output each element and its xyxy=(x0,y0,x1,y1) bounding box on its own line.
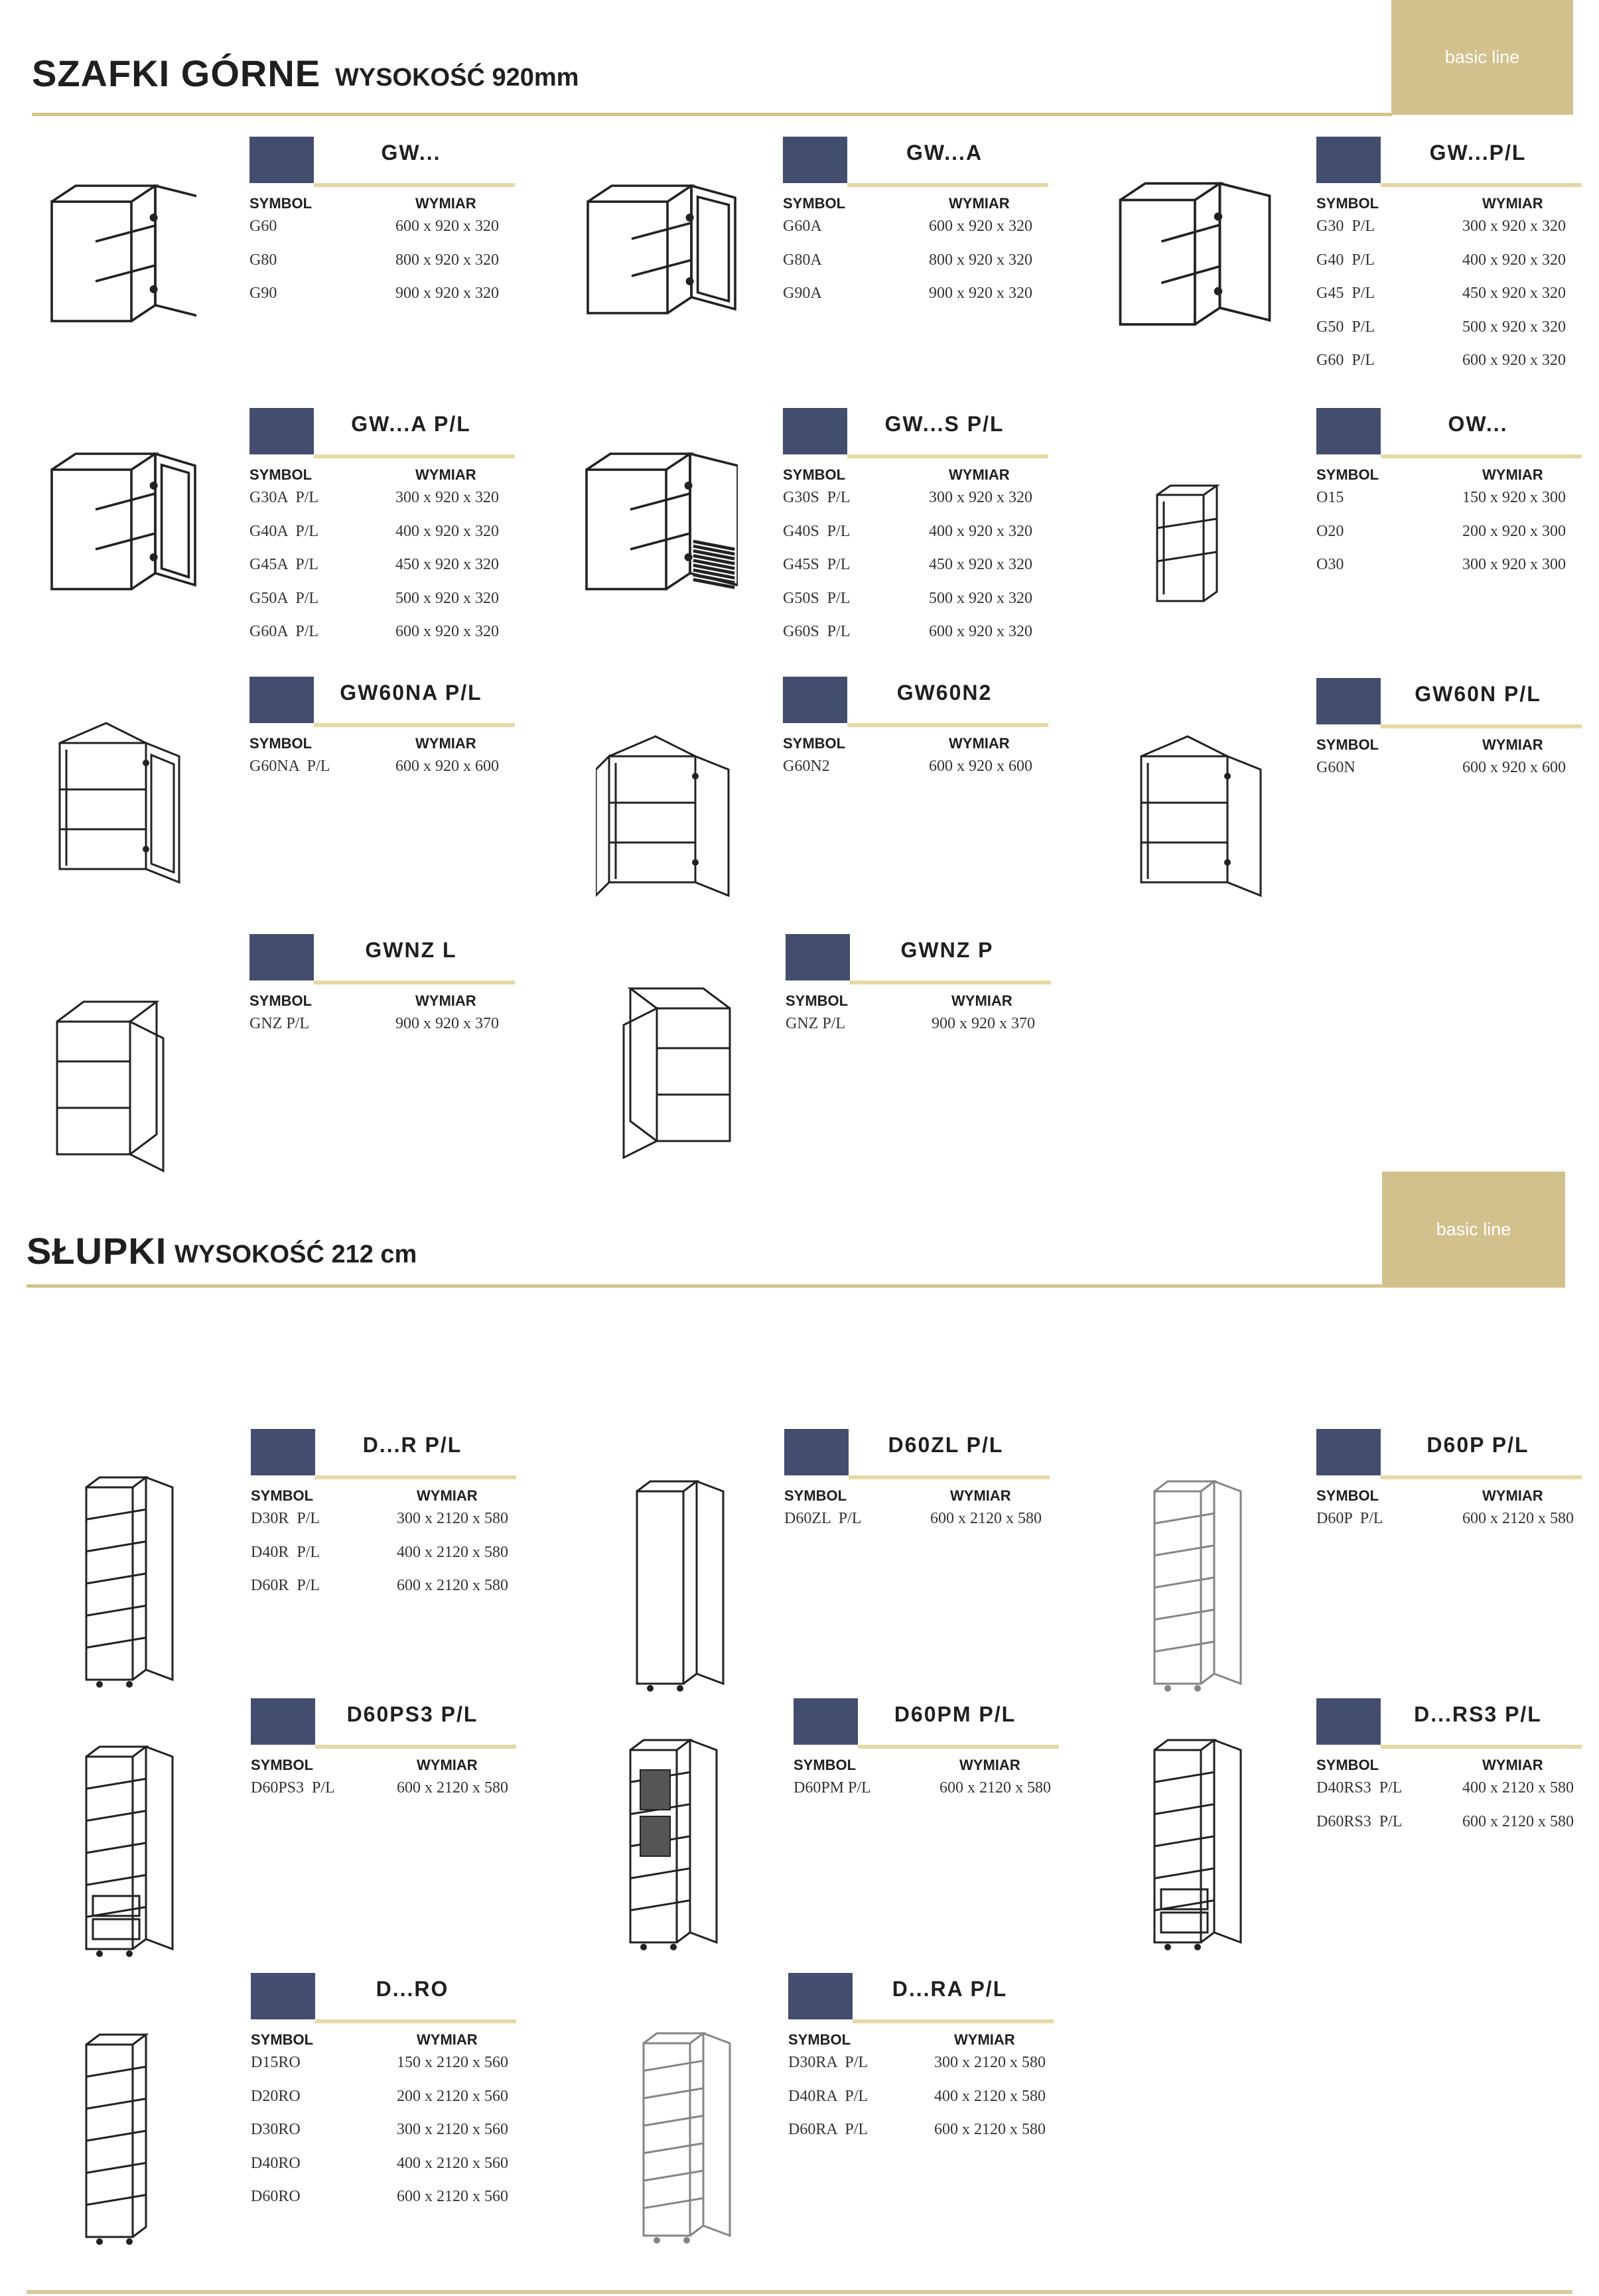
tall-cabinet-illustration xyxy=(617,1730,730,1962)
color-swatch xyxy=(249,137,314,183)
dimension-header: WYMIAR xyxy=(949,466,1010,483)
dimension-cell: 450 x 920 x 320 xyxy=(1462,285,1566,302)
dimension-cell: 300 x 920 x 320 xyxy=(1462,218,1566,235)
spec-table xyxy=(783,758,1048,791)
table-row xyxy=(783,556,1048,590)
dimension-cell: 150 x 920 x 300 xyxy=(1462,489,1566,506)
symbol-cell: G60 P/L xyxy=(1316,352,1375,369)
table-row xyxy=(251,2121,516,2155)
dimension-cell: 800 x 920 x 320 xyxy=(395,251,499,269)
code-underline xyxy=(315,1745,516,1749)
code-underline xyxy=(847,183,1048,187)
dimension-cell: 900 x 920 x 320 xyxy=(395,285,499,302)
table-row xyxy=(1316,1813,1582,1847)
dimension-header: WYMIAR xyxy=(1482,1487,1543,1504)
spec-table xyxy=(251,2054,516,2222)
table-row xyxy=(249,251,515,285)
symbol-cell: G60NA P/L xyxy=(249,758,330,775)
symbol-cell: D60R P/L xyxy=(251,1577,320,1594)
dimension-cell: 900 x 920 x 320 xyxy=(929,285,1032,302)
symbol-cell: G80 xyxy=(249,251,277,269)
symbol-cell: O15 xyxy=(1316,489,1344,506)
dimension-cell: 400 x 2120 x 560 xyxy=(397,2154,508,2172)
dimension-cell: 800 x 920 x 320 xyxy=(929,251,1032,269)
symbol-cell: G30 P/L xyxy=(1316,218,1375,235)
table-row xyxy=(251,2054,516,2088)
symbol-cell: G60A xyxy=(783,218,822,235)
symbol-cell: D60RS3 P/L xyxy=(1316,1812,1403,1830)
table-row xyxy=(1316,1779,1582,1813)
symbol-cell: G45 P/L xyxy=(1316,285,1375,302)
color-swatch xyxy=(1316,408,1381,454)
table-row xyxy=(783,590,1048,624)
symbol-cell: G60 xyxy=(249,218,277,235)
code-underline xyxy=(315,2019,516,2023)
code-underline xyxy=(1381,1475,1582,1479)
symbol-cell: D40R P/L xyxy=(251,1543,320,1561)
symbol-cell: GNZ P/L xyxy=(249,1015,309,1032)
symbol-cell: G45A P/L xyxy=(249,556,319,573)
basic-line-badge: basic line xyxy=(1391,0,1573,115)
dimension-header: WYMIAR xyxy=(417,2031,478,2048)
dimension-cell: 600 x 920 x 600 xyxy=(1462,759,1566,776)
dimension-cell: 200 x 920 x 300 xyxy=(1462,522,1566,540)
table-row xyxy=(783,285,1048,318)
product-code: GW60NA P/L xyxy=(340,681,482,705)
symbol-cell: G30S P/L xyxy=(783,489,851,506)
color-swatch xyxy=(249,408,314,454)
symbol-cell: D60ZL P/L xyxy=(784,1510,862,1527)
section-subtitle: WYSOKOŚĆ 920mm xyxy=(335,64,579,92)
spec-table xyxy=(249,1015,515,1049)
dimension-cell: 150 x 2120 x 560 xyxy=(397,2054,508,2071)
color-swatch xyxy=(1316,137,1381,183)
code-underline xyxy=(314,980,515,984)
dimension-header: WYMIAR xyxy=(949,735,1010,752)
symbol-cell: G60N xyxy=(1316,759,1356,776)
tall-cabinet-illustration xyxy=(73,2025,153,2250)
symbol-cell: D40RA P/L xyxy=(788,2087,869,2105)
spec-table xyxy=(784,1510,1050,1544)
spec-table xyxy=(249,489,515,657)
color-swatch xyxy=(249,677,314,723)
dimension-cell: 600 x 2120 x 580 xyxy=(1462,1812,1574,1830)
color-swatch xyxy=(783,408,847,454)
dimension-cell: 600 x 920 x 320 xyxy=(929,218,1032,235)
symbol-cell: G50S P/L xyxy=(783,589,851,607)
table-row xyxy=(1316,352,1582,385)
symbol-cell: G50 P/L xyxy=(1316,318,1375,336)
symbol-cell: G80A xyxy=(783,251,822,269)
spec-table xyxy=(1316,218,1582,385)
code-underline xyxy=(315,1475,516,1479)
symbol-cell: D15RO xyxy=(251,2054,301,2071)
product-code: D...R P/L xyxy=(362,1433,462,1457)
code-underline xyxy=(853,2019,1054,2023)
dimension-header: WYMIAR xyxy=(415,735,476,752)
symbol-cell: G60S P/L xyxy=(783,623,851,640)
table-row xyxy=(1316,1510,1582,1544)
spec-table xyxy=(249,218,515,318)
dimension-header: WYMIAR xyxy=(415,466,476,483)
symbol-header: SYMBOL xyxy=(788,2031,851,2048)
symbol-header: SYMBOL xyxy=(251,1487,314,1504)
color-swatch xyxy=(784,1429,849,1475)
corner-cabinet-illustration xyxy=(46,716,186,889)
symbol-cell: G40S P/L xyxy=(783,522,851,540)
product-code: GWNZ L xyxy=(365,938,457,962)
table-row xyxy=(788,2121,1054,2155)
symbol-cell: G90 xyxy=(249,285,277,302)
dimension-cell: 300 x 920 x 320 xyxy=(395,489,499,506)
product-code: GW... xyxy=(381,141,441,165)
symbol-header: SYMBOL xyxy=(783,735,846,752)
table-row xyxy=(249,218,515,251)
table-row xyxy=(1316,523,1582,557)
dimension-cell: 300 x 920 x 300 xyxy=(1462,556,1566,573)
header-rule xyxy=(27,1284,1383,1288)
cabinet-illustration xyxy=(1112,175,1271,334)
table-row xyxy=(783,758,1048,791)
symbol-cell: O20 xyxy=(1316,522,1344,540)
color-swatch xyxy=(783,677,847,723)
section-subtitle: WYSOKOŚĆ 212 cm xyxy=(174,1241,417,1268)
product-code: D60P P/L xyxy=(1426,1433,1529,1457)
dimension-header: WYMIAR xyxy=(954,2031,1015,2048)
table-row xyxy=(251,1577,516,1611)
spec-table xyxy=(1316,1779,1582,1846)
table-row xyxy=(783,489,1048,523)
symbol-header: SYMBOL xyxy=(1316,1757,1379,1773)
symbol-header: SYMBOL xyxy=(249,195,313,212)
corner-cabinet-illustration xyxy=(596,730,735,902)
table-row xyxy=(249,590,515,624)
table-row xyxy=(251,2155,516,2189)
cabinet-illustration xyxy=(44,178,196,330)
dimension-cell: 600 x 2120 x 580 xyxy=(1462,1510,1574,1527)
color-swatch xyxy=(786,934,850,980)
table-row xyxy=(1316,489,1582,523)
product-code: GW60N2 xyxy=(896,681,993,705)
color-swatch xyxy=(788,1973,853,2019)
spec-table xyxy=(794,1779,1059,1813)
dimension-cell: 300 x 920 x 320 xyxy=(929,489,1032,506)
header-rule xyxy=(32,113,1392,116)
dimension-header: WYMIAR xyxy=(1482,466,1543,483)
dimension-header: WYMIAR xyxy=(1482,736,1543,753)
table-row xyxy=(251,1779,516,1813)
table-row xyxy=(251,1510,516,1544)
corner-cabinet-illustration xyxy=(44,982,176,1181)
table-row xyxy=(794,1779,1059,1813)
symbol-cell: D60RO xyxy=(251,2188,301,2205)
table-row xyxy=(783,523,1048,557)
symbol-cell: D30RO xyxy=(251,2121,301,2138)
corner-cabinet-illustration xyxy=(1128,730,1267,902)
symbol-header: SYMBOL xyxy=(1316,736,1379,753)
symbol-header: SYMBOL xyxy=(249,735,313,752)
dimension-cell: 400 x 2120 x 580 xyxy=(1462,1779,1574,1796)
code-underline xyxy=(314,723,515,727)
code-underline xyxy=(1381,183,1582,187)
table-row xyxy=(1316,285,1582,318)
color-swatch xyxy=(251,1429,315,1475)
symbol-cell: G40 P/L xyxy=(1316,251,1375,269)
tall-cabinet-illustration xyxy=(73,1467,179,1693)
dimension-header: WYMIAR xyxy=(959,1757,1020,1773)
product-code: GW...A xyxy=(906,141,983,165)
symbol-cell: D60PM P/L xyxy=(794,1779,871,1796)
dimension-cell: 600 x 920 x 600 xyxy=(929,758,1032,775)
color-swatch xyxy=(249,934,314,980)
section-title: SZAFKI GÓRNE xyxy=(32,52,321,94)
symbol-cell: D60P P/L xyxy=(1316,1510,1383,1527)
product-code: GW...A P/L xyxy=(351,412,471,436)
table-row xyxy=(251,2088,516,2122)
table-row xyxy=(788,2088,1054,2122)
symbol-cell: D30R P/L xyxy=(251,1510,320,1527)
product-code: D...RA P/L xyxy=(892,1977,1008,2001)
spec-table xyxy=(1316,759,1582,793)
table-row xyxy=(783,218,1048,251)
dimension-header: WYMIAR xyxy=(950,1487,1011,1504)
code-underline xyxy=(847,454,1048,458)
spec-table xyxy=(788,2054,1054,2155)
symbol-cell: GNZ P/L xyxy=(786,1015,845,1032)
dimension-header: WYMIAR xyxy=(415,992,476,1009)
code-underline xyxy=(314,454,515,458)
dimension-cell: 600 x 2120 x 580 xyxy=(397,1779,508,1796)
dimension-cell: 600 x 920 x 320 xyxy=(929,623,1032,640)
dimension-cell: 400 x 920 x 320 xyxy=(395,522,499,540)
product-code: OW... xyxy=(1448,412,1508,436)
product-code: D60PM P/L xyxy=(894,1702,1016,1726)
dimension-cell: 600 x 920 x 320 xyxy=(395,218,499,235)
dimension-cell: 300 x 2120 x 560 xyxy=(397,2121,508,2138)
symbol-header: SYMBOL xyxy=(786,992,849,1009)
dimension-cell: 600 x 2120 x 580 xyxy=(930,1510,1042,1527)
symbol-header: SYMBOL xyxy=(249,466,313,483)
dimension-header: WYMIAR xyxy=(417,1487,478,1504)
table-row xyxy=(249,285,515,318)
code-underline xyxy=(849,1475,1050,1479)
table-row xyxy=(783,623,1048,657)
symbol-header: SYMBOL xyxy=(249,992,313,1009)
section-title: SŁUPKI xyxy=(27,1230,167,1272)
dimension-cell: 400 x 2120 x 580 xyxy=(934,2087,1046,2105)
symbol-cell: D40RO xyxy=(251,2154,301,2172)
corner-cabinet-illustration xyxy=(610,969,743,1168)
symbol-cell: D30RA P/L xyxy=(788,2054,869,2071)
dimension-header: WYMIAR xyxy=(1482,1757,1543,1773)
cabinet-illustration xyxy=(580,178,739,330)
spec-table xyxy=(1316,1510,1582,1544)
dimension-cell: 500 x 920 x 320 xyxy=(1462,318,1566,336)
color-swatch xyxy=(251,1973,315,2019)
table-row xyxy=(251,2188,516,2222)
symbol-cell: G50A P/L xyxy=(249,589,319,607)
cabinet-illustration xyxy=(579,446,738,612)
table-row xyxy=(1316,251,1582,285)
symbol-header: SYMBOL xyxy=(1316,1487,1379,1504)
cabinet-illustration xyxy=(44,446,196,612)
basic-line-badge: basic line xyxy=(1382,1172,1565,1288)
product-code: D60PS3 P/L xyxy=(346,1702,478,1726)
dimension-cell: 400 x 2120 x 580 xyxy=(397,1543,508,1561)
code-underline xyxy=(850,980,1051,984)
color-swatch xyxy=(1316,678,1381,724)
tall-cabinet-illustration xyxy=(630,2023,736,2256)
dimension-header: WYMIAR xyxy=(415,195,476,212)
spec-table xyxy=(251,1779,516,1813)
symbol-cell: G45S P/L xyxy=(783,556,851,573)
dimension-cell: 600 x 920 x 600 xyxy=(395,758,499,775)
product-code: GW...P/L xyxy=(1429,141,1527,165)
dimension-header: WYMIAR xyxy=(1482,195,1543,212)
product-code: GWNZ P xyxy=(900,938,994,962)
symbol-header: SYMBOL xyxy=(1316,466,1379,483)
product-code: D...RO xyxy=(376,1977,449,2001)
dimension-cell: 400 x 920 x 320 xyxy=(1462,251,1566,269)
code-underline xyxy=(1381,724,1582,728)
table-row xyxy=(783,251,1048,285)
dimension-cell: 300 x 2120 x 580 xyxy=(397,1510,508,1527)
code-underline xyxy=(858,1745,1059,1749)
dimension-header: WYMIAR xyxy=(949,195,1010,212)
product-code: GW...S P/L xyxy=(884,412,1005,436)
dimension-cell: 600 x 920 x 320 xyxy=(395,623,499,640)
symbol-header: SYMBOL xyxy=(794,1757,857,1773)
table-row xyxy=(1316,218,1582,251)
table-row xyxy=(249,623,515,657)
product-code: GW60N P/L xyxy=(1415,682,1541,706)
table-row xyxy=(784,1510,1050,1544)
tall-cabinet-illustration xyxy=(1141,1730,1254,1962)
product-code: D...RS3 P/L xyxy=(1414,1702,1542,1726)
product-code: D60ZL P/L xyxy=(888,1433,1004,1457)
table-row xyxy=(788,2054,1054,2088)
dimension-cell: 600 x 2120 x 580 xyxy=(939,1779,1051,1796)
color-swatch xyxy=(1316,1698,1381,1745)
tall-cabinet-illustration xyxy=(73,1737,186,1962)
dimension-cell: 450 x 920 x 320 xyxy=(395,556,499,573)
dimension-cell: 900 x 920 x 370 xyxy=(932,1015,1035,1032)
symbol-header: SYMBOL xyxy=(251,2031,314,2048)
table-row xyxy=(251,1544,516,1578)
code-underline xyxy=(1381,1745,1582,1749)
table-row xyxy=(249,1015,515,1049)
spec-table xyxy=(783,489,1048,657)
symbol-cell: G60N2 xyxy=(783,758,830,775)
spec-table xyxy=(786,1015,1051,1049)
symbol-cell: G90A xyxy=(783,285,822,302)
table-row xyxy=(786,1015,1051,1049)
table-row xyxy=(1316,759,1582,793)
symbol-cell: D40RS3 P/L xyxy=(1316,1779,1403,1796)
dimension-cell: 600 x 2120 x 560 xyxy=(397,2188,508,2205)
tall-cabinet-illustration xyxy=(1141,1471,1267,1697)
symbol-cell: D60RA P/L xyxy=(788,2121,869,2138)
table-row xyxy=(1316,318,1582,352)
symbol-header: SYMBOL xyxy=(783,466,846,483)
dimension-cell: 600 x 2120 x 580 xyxy=(397,1577,508,1594)
color-swatch xyxy=(251,1698,315,1745)
symbol-header: SYMBOL xyxy=(784,1487,847,1504)
table-row xyxy=(249,489,515,523)
symbol-cell: G40A P/L xyxy=(249,522,319,540)
dimension-cell: 200 x 2120 x 560 xyxy=(397,2087,508,2105)
symbol-header: SYMBOL xyxy=(783,195,846,212)
symbol-header: SYMBOL xyxy=(1316,195,1379,212)
spec-table xyxy=(783,218,1048,318)
table-row xyxy=(249,758,515,791)
table-row xyxy=(1316,556,1582,590)
dimension-header: WYMIAR xyxy=(417,1757,478,1773)
footer-rule xyxy=(27,2290,1572,2294)
dimension-cell: 500 x 920 x 320 xyxy=(395,589,499,607)
dimension-cell: 600 x 920 x 320 xyxy=(1462,352,1566,369)
symbol-cell: D60PS3 P/L xyxy=(251,1779,335,1796)
symbol-cell: O30 xyxy=(1316,556,1344,573)
spec-table xyxy=(1316,489,1582,590)
dimension-cell: 900 x 920 x 370 xyxy=(395,1015,499,1032)
table-row xyxy=(249,523,515,557)
table-row xyxy=(249,556,515,590)
dimension-cell: 300 x 2120 x 580 xyxy=(934,2054,1046,2071)
dimension-cell: 400 x 920 x 320 xyxy=(929,522,1032,540)
symbol-header: SYMBOL xyxy=(251,1757,314,1773)
spec-table xyxy=(251,1510,516,1611)
symbol-cell: G60A P/L xyxy=(249,623,319,640)
dimension-cell: 450 x 920 x 320 xyxy=(929,556,1032,573)
code-underline xyxy=(314,183,515,187)
dimension-header: WYMIAR xyxy=(951,992,1012,1009)
symbol-cell: G30A P/L xyxy=(249,489,319,506)
color-swatch xyxy=(794,1698,858,1745)
code-underline xyxy=(847,723,1048,727)
spec-table xyxy=(249,758,515,791)
tall-cabinet-illustration xyxy=(624,1471,730,1697)
dimension-cell: 600 x 2120 x 580 xyxy=(934,2121,1046,2138)
dimension-cell: 500 x 920 x 320 xyxy=(929,589,1032,607)
code-underline xyxy=(1381,454,1582,458)
color-swatch xyxy=(1316,1429,1381,1475)
color-swatch xyxy=(783,137,847,183)
symbol-cell: D20RO xyxy=(251,2087,301,2105)
cabinet-illustration xyxy=(1148,475,1227,614)
